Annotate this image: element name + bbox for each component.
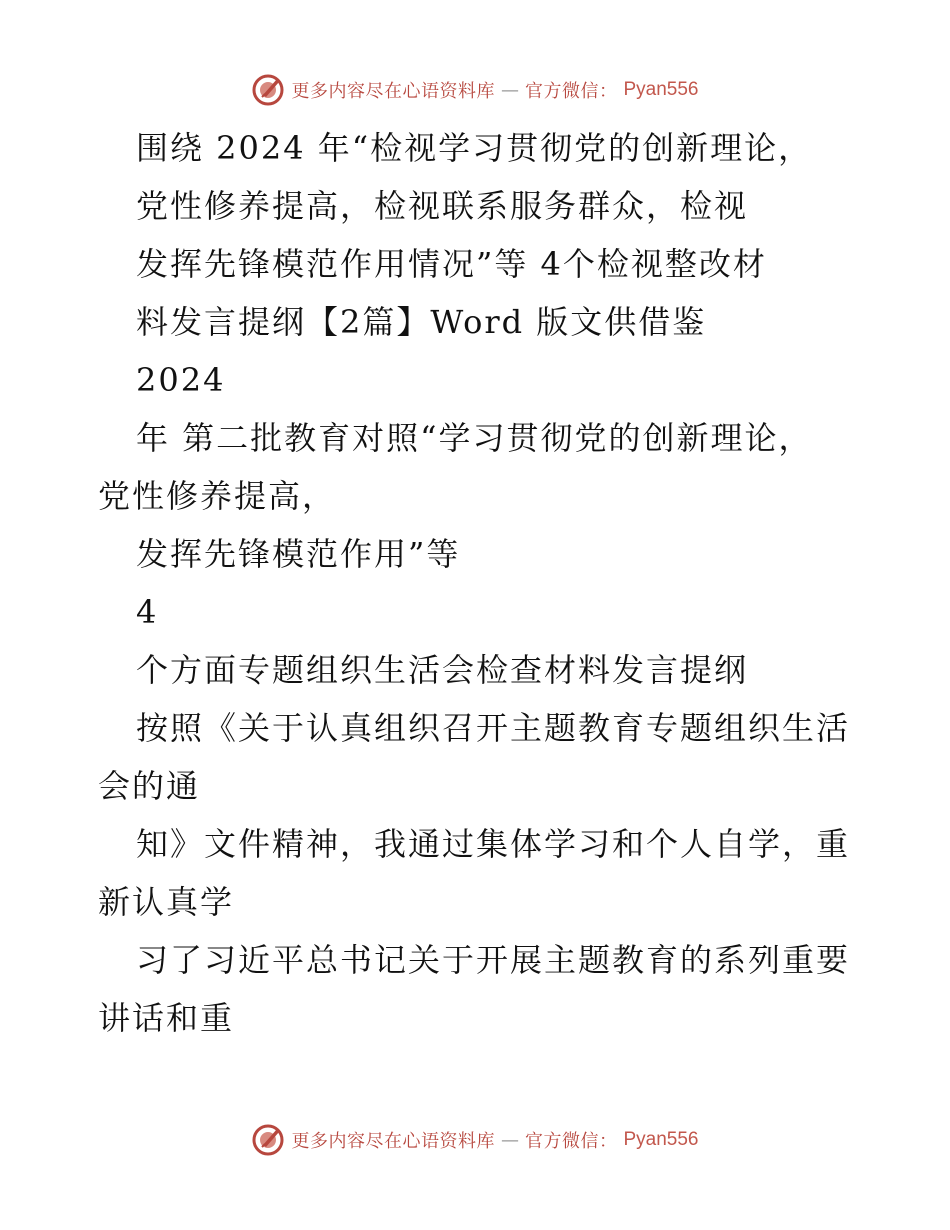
text-line: 发挥先锋模范作用情况”等 4个检视整改材 — [136, 245, 767, 283]
quill-logo-icon — [251, 73, 285, 107]
watermark-text: 更多内容尽在心语资料库 — [291, 1131, 495, 1152]
watermark-account-label: 官方微信： — [524, 81, 618, 102]
watermark-account: Pyan556 — [623, 1129, 699, 1150]
header-watermark — [0, 72, 950, 108]
text-line: 2024 — [136, 361, 226, 399]
quill-logo-icon — [251, 1123, 285, 1157]
watermark-text: 更多内容尽在心语资料库 — [291, 81, 495, 102]
text-line: 4 — [136, 593, 159, 631]
text-line: 党性修养提高， — [98, 477, 337, 515]
text-line: 按照《关于认真组织召开主题教育专题组织生活 — [136, 709, 851, 747]
text-line: 会的通 — [98, 767, 201, 805]
text-line: 党性修养提高，检视联系服务群众，检视 — [136, 187, 749, 225]
text-line: 发挥先锋模范作用”等 — [136, 535, 461, 573]
text-line: 讲话和重 — [98, 999, 235, 1037]
watermark-separator: — — [500, 1129, 519, 1151]
footer-watermark — [0, 1122, 950, 1158]
watermark-separator: — — [500, 79, 519, 101]
text-line: 年 第二批教育对照“学习贯彻党的创新理论， — [136, 419, 813, 457]
watermark-account-label: 官方微信： — [524, 1131, 618, 1152]
text-line: 围绕 2024 年“检视学习贯彻党的创新理论， — [136, 129, 813, 167]
text-line: 新认真学 — [98, 883, 235, 921]
text-line: 料发言提纲【2篇】Word 版文供借鉴 — [136, 303, 707, 341]
watermark-account: Pyan556 — [623, 79, 699, 100]
text-line: 个方面专题组织生活会检查材料发言提纲 — [136, 651, 749, 689]
text-line: 知》文件精神，我通过集体学习和个人自学，重 — [136, 825, 851, 863]
text-line: 习了习近平总书记关于开展主题教育的系列重要 — [136, 941, 851, 979]
